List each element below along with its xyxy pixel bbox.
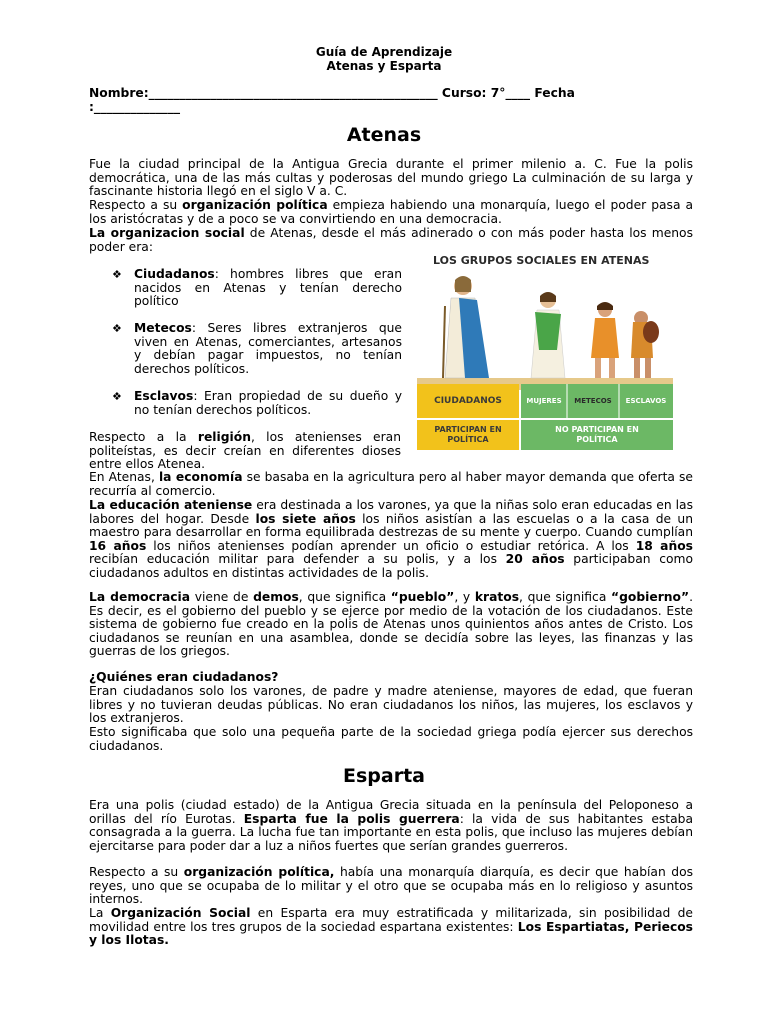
atenas-democracy: La democracia viene de demos, que significa “pueblo”, y kratos, que significa “gobierno”. Es decir, es el gobierno del pueblo y se ejerce por medio de la votación de los ciudadanos. Este sistema de gobierno fue creado en la polis de Atenas unos quinientos años antes de Cristo. Los ciudadanos se reunían en una asamblea, donde se decidía sobre las leyes, las finanzas y las guerras de los griegos. (89, 590, 693, 659)
atenas-education: La educación ateniense era destinada a los varones, ya que la niñas solo eran educadas en las labores del hogar. Desde los siete años los niños asistían a las escuelas o a la casa de un maestro para desarrollar en forma equilibrada destrezas de su mente y cuerpo. Cuando cumplían 16 años los niños atenienses podían aprender un oficio o estudiar retórica. A los 18 años recibían educación militar para defender a su polis, y a los 20 años participaban como ciudadanos adultos en distintas actividades de la polis. (89, 498, 693, 580)
group-label-ciudadanos: CIUDADANOS (434, 396, 502, 406)
diamond-bullet-icon: ❖ (112, 390, 122, 403)
bullet-esclavos: ❖ Esclavos: Eran propiedad de su dueño y no tenían derechos políticos. (112, 389, 402, 417)
atenas-political-org: Respecto a su organización política empieza habiendo una monarquía, luego el poder pasa a los aristócratas y de a poco se va convirtiendo en una democracia. (89, 198, 694, 226)
atenas-religion: Respecto a la religión, los atenienses eran politeístas, es decir creían en diferentes dioses entre ellos Atenea. (89, 430, 401, 472)
no-participan-label: NO PARTICIPAN EN POLÍTICA (555, 425, 639, 444)
guide-title: Guía de Aprendizaje (315, 45, 453, 59)
group-label-mujeres: MUJERES (526, 397, 562, 405)
athenian-figures-illustration (415, 250, 675, 450)
citizens-question: ¿Quiénes eran ciudadanos? (89, 670, 279, 684)
citizens-conclusion: Esto significaba que solo una pequeña parte de la sociedad griega podía ejercer sus derechos ciudadanos. (89, 725, 693, 753)
citizens-answer: Eran ciudadanos solo los varones, de padre y madre ateniense, mayores de edad, que fueran libres y no tuvieran deudas públicas. No eran ciudadanos los niños, las mujeres, los esclavos y los extranjeros. (89, 684, 693, 726)
bullet-ciudadanos: ❖ Ciudadanos: hombres libres que eran nacidos en Atenas y tenían derecho político (112, 267, 402, 309)
guide-subtitle: Atenas y Esparta (326, 59, 442, 73)
atenas-social-org-intro: La organizacion social de Atenas, desde el más adinerado o con más poder hasta los menos poder era: (89, 226, 693, 254)
esparta-social-org: La Organización Social en Esparta era muy estratificada y militarizada, sin posibilidad de movilidad entre los tres grupos de la sociedad espartana existentes: Los Espartiatas, Periecos y los Ilotas. (89, 906, 693, 948)
group-label-metecos: METECOS (574, 397, 612, 405)
esparta-political-org: Respecto a su organización política, había una monarquía diarquía, es decir que habían dos reyes, uno que se ocupaba de lo militar y el otro que se ocupaba más en lo religioso y asuntos internos. (89, 865, 694, 907)
form-name-line: Nombre:_______________________________________________ Curso: 7°____ Fecha (89, 86, 575, 100)
diamond-bullet-icon: ❖ (112, 268, 122, 281)
atenas-heading: Atenas (346, 124, 422, 146)
atenas-intro: Fue la ciudad principal de la Antigua Grecia durante el primer milenio a. C. Fue la polis democrática, una de las más cultas y poderosas del mundo griego La culminación de su larga y fascinante historia llegó en el siglo V a. C. (89, 157, 693, 199)
figure-title: LOS GRUPOS SOCIALES EN ATENAS (433, 254, 650, 267)
form-date-line: :______________ (89, 100, 180, 114)
atenas-economy: En Atenas, la economía se basaba en la agricultura pero al haber mayor demanda que oferta se recurría al comercio. (89, 470, 694, 498)
esparta-heading: Esparta (343, 765, 425, 787)
social-groups-figure (415, 250, 675, 450)
diamond-bullet-icon: ❖ (112, 322, 122, 335)
participan-label: PARTICIPAN EN POLÍTICA (434, 425, 502, 444)
group-label-esclavos: ESCLAVOS (625, 397, 667, 405)
bullet-metecos: ❖ Metecos: Seres libres extranjeros que viven en Atenas, comerciantes, artesanos y debían pagar impuestos, no tenían derechos políticos. (112, 321, 402, 376)
esparta-intro: Era una polis (ciudad estado) de la Antigua Grecia situada en la península del Peloponeso a orillas del río Eurotas. Esparta fue la polis guerrera: la vida de sus habitantes estaba consagrada a la guerra. La lucha fue tan importante en esta polis, que incluso las mujeres debían ejercitarse para poder dar a luz a niños fuertes que serían grandes guerreros. (89, 798, 693, 853)
